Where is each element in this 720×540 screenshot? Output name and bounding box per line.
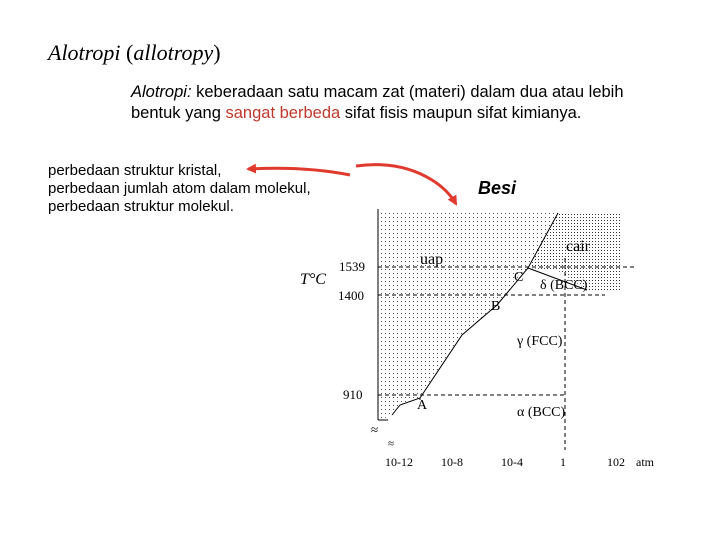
label-liquid: cair bbox=[566, 238, 590, 255]
x-tick-1e-12: 10-12 bbox=[385, 455, 413, 469]
title-open-paren: ( bbox=[120, 40, 134, 65]
y-axis-label: T°C bbox=[300, 271, 326, 288]
x-tick-1e-4: 10-4 bbox=[501, 455, 523, 469]
element-label: Besi bbox=[478, 178, 517, 198]
point-c: C bbox=[514, 270, 524, 285]
definition-text-before: keberadaan satu macam zat (materi) dalam dua atau lebih bentuk yang bbox=[131, 83, 624, 122]
red-arrow-left bbox=[248, 168, 350, 175]
label-delta: δ (BCC) bbox=[540, 278, 588, 293]
point-b: B bbox=[491, 299, 501, 314]
vapor-region bbox=[378, 213, 558, 421]
y-tick-1539: 1539 bbox=[339, 259, 365, 274]
point-a: A bbox=[417, 398, 428, 413]
label-alpha: α (BCC) bbox=[517, 405, 566, 420]
label-gamma: γ (FCC) bbox=[517, 334, 563, 349]
axis-break-mark: ≈ bbox=[371, 422, 379, 437]
red-arrow-right bbox=[356, 165, 456, 204]
x-tick-1: 1 bbox=[560, 455, 566, 469]
definition-highlight: sangat berbeda bbox=[225, 104, 341, 122]
axis-break-mark: ≈ bbox=[388, 438, 395, 450]
criteria-item: perbedaan struktur molekul. bbox=[48, 198, 234, 215]
title-sub: allotropy bbox=[133, 40, 214, 65]
definition-text-after: sifat fisis maupun sifat kimianya. bbox=[340, 104, 582, 122]
label-vapor: uap bbox=[420, 251, 444, 268]
x-tick-1e2: 102 bbox=[607, 455, 625, 469]
criteria-item: perbedaan jumlah atom dalam molekul, bbox=[48, 180, 311, 197]
title-close-paren: ) bbox=[213, 40, 221, 65]
y-tick-1400: 1400 bbox=[338, 288, 364, 303]
y-tick-910: 910 bbox=[343, 387, 363, 402]
x-axis-unit: atm bbox=[636, 455, 654, 469]
title-main: Alotropi bbox=[48, 40, 121, 65]
definition-term: Alotropi: bbox=[131, 83, 192, 101]
criteria-item: perbedaan struktur kristal, bbox=[48, 162, 222, 179]
x-tick-1e-8: 10-8 bbox=[441, 455, 463, 469]
